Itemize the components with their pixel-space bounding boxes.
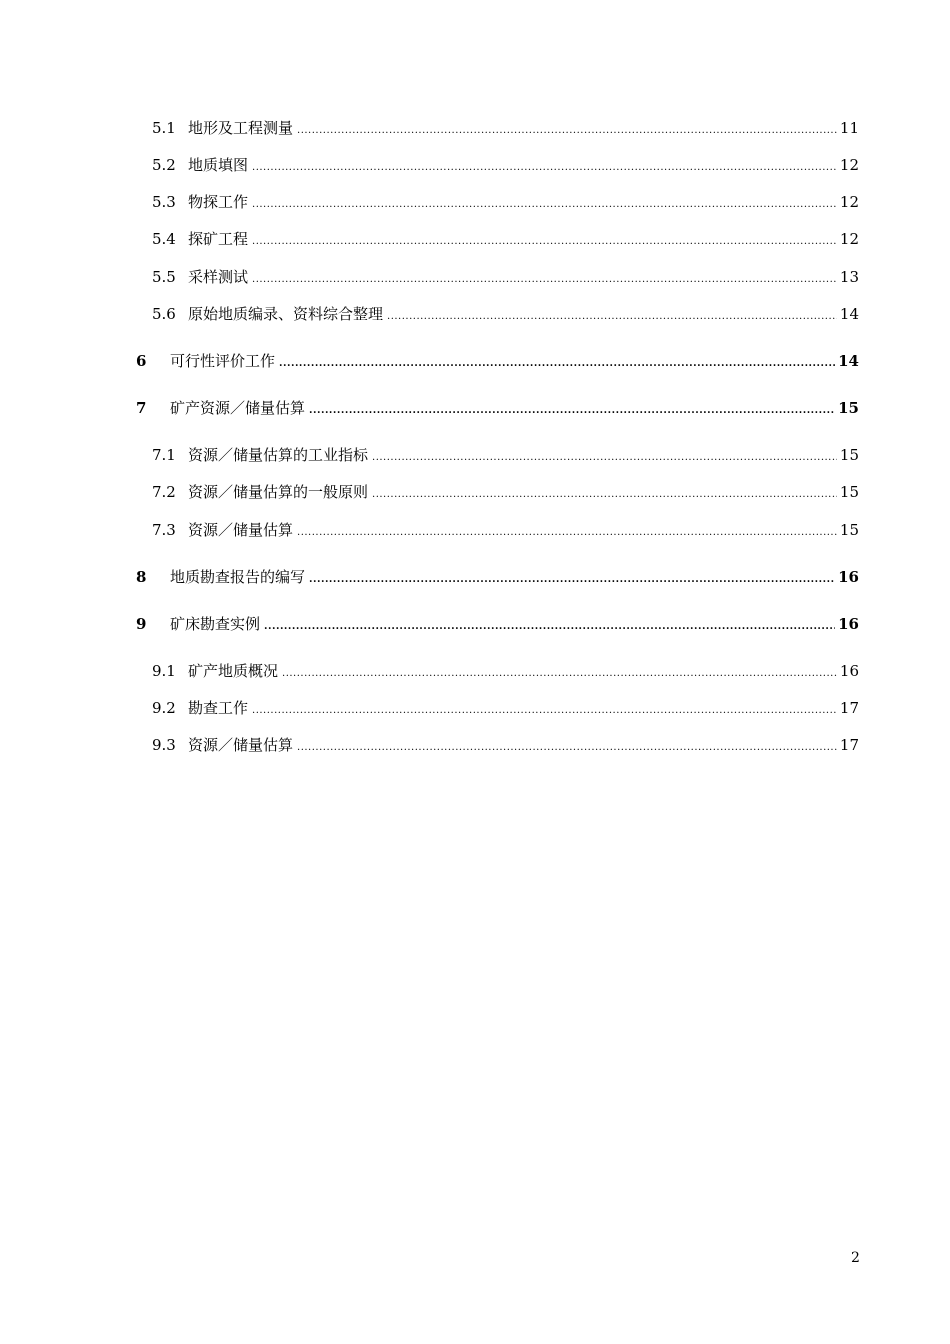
toc-dot-leader [372, 485, 837, 505]
toc-entry-page: 12 [839, 156, 859, 174]
toc-entry-page: 14 [839, 305, 859, 323]
toc-entry-number: 5.3 [152, 193, 176, 211]
toc-entry-9-2[interactable] [152, 698, 859, 721]
toc-entry-number: 7.2 [152, 483, 176, 501]
toc-entry-title: 资源／储量估算 [188, 521, 294, 539]
toc-dot-leader [372, 448, 837, 468]
toc-entry-page: 12 [839, 230, 859, 248]
toc-entry-7-3[interactable] [152, 520, 859, 543]
toc-entry-page: 16 [839, 662, 859, 680]
toc-dot-leader [309, 570, 835, 590]
toc-entry-number: 5.6 [152, 305, 176, 323]
toc-entry-number: 9.2 [152, 699, 176, 717]
toc-entry-number: 9 [136, 615, 147, 633]
toc-entry-page: 15 [839, 521, 859, 539]
toc-entry-title: 矿床勘查实例 [170, 615, 261, 633]
toc-entry-number: 6 [136, 352, 147, 370]
toc-entry-9[interactable] [136, 614, 859, 637]
toc-dot-leader [279, 354, 835, 374]
toc-entry-title: 矿产资源／储量估算 [170, 399, 306, 417]
toc-dot-leader [252, 270, 837, 290]
toc-entry-6[interactable] [136, 351, 859, 374]
toc-entry-7-1[interactable] [152, 445, 859, 468]
toc-entry-page: 11 [839, 119, 859, 137]
toc-entry-page: 17 [839, 699, 859, 717]
toc-entry-page: 15 [838, 399, 859, 417]
toc-entry-title: 地质勘查报告的编写 [170, 568, 306, 586]
toc-entry-number: 7.1 [152, 446, 176, 464]
toc-entry-5-1[interactable] [152, 118, 859, 141]
toc-dot-leader [297, 738, 837, 758]
toc-dot-leader [282, 664, 837, 684]
toc-dot-leader [297, 121, 837, 141]
toc-dot-leader [252, 232, 837, 252]
toc-dot-leader [264, 617, 835, 637]
toc-entry-title: 可行性评价工作 [170, 352, 276, 370]
toc-entry-page: 12 [839, 193, 859, 211]
toc-entry-title: 矿产地质概况 [188, 662, 279, 680]
toc-entry-7-2[interactable] [152, 482, 859, 505]
toc-entry-number: 8 [136, 568, 147, 586]
toc-entry-number: 7.3 [152, 521, 176, 539]
toc-entry-title: 勘查工作 [188, 699, 249, 717]
toc-entry-number: 9.1 [152, 662, 176, 680]
toc-entry-title: 地形及工程测量 [188, 119, 294, 137]
toc-entry-5-5[interactable] [152, 267, 859, 290]
toc-entry-7[interactable] [136, 398, 859, 421]
toc-entry-page: 13 [839, 268, 859, 286]
toc-entry-title: 资源／储量估算的工业指标 [188, 446, 369, 464]
toc-entry-number: 5.5 [152, 268, 176, 286]
toc-entry-page: 15 [839, 446, 859, 464]
toc-entry-page: 14 [838, 352, 859, 370]
toc-entry-9-3[interactable] [152, 735, 859, 758]
toc-entry-5-2[interactable] [152, 155, 859, 178]
toc-dot-leader [297, 523, 837, 543]
toc-entry-9-1[interactable] [152, 661, 859, 684]
toc-entry-page: 17 [839, 736, 859, 754]
page-number: 2 [851, 1250, 860, 1266]
toc-entry-title: 采样测试 [188, 268, 249, 286]
toc-dot-leader [252, 195, 837, 215]
toc-dot-leader [252, 701, 837, 721]
toc-entry-8[interactable] [136, 567, 859, 590]
toc-entry-title: 探矿工程 [188, 230, 249, 248]
toc-entry-title: 资源／储量估算 [188, 736, 294, 754]
toc-entry-number: 5.1 [152, 119, 176, 137]
toc-dot-leader [387, 307, 837, 327]
toc-dot-leader [309, 401, 835, 421]
toc-entry-number: 5.2 [152, 156, 176, 174]
toc-entry-page: 16 [838, 568, 859, 586]
toc-entry-title: 地质填图 [188, 156, 249, 174]
toc-entry-page: 16 [838, 615, 859, 633]
toc-dot-leader [252, 158, 837, 178]
toc-entry-number: 9.3 [152, 736, 176, 754]
toc-entry-number: 5.4 [152, 230, 176, 248]
toc-entry-5-3[interactable] [152, 192, 859, 215]
toc-entry-page: 15 [839, 483, 859, 501]
toc-entry-title: 资源／储量估算的一般原则 [188, 483, 369, 501]
toc-entry-5-4[interactable] [152, 229, 859, 252]
toc-entry-number: 7 [136, 399, 147, 417]
toc-entry-title: 物探工作 [188, 193, 249, 211]
toc-entry-title: 原始地质编录、资料综合整理 [188, 305, 384, 323]
toc-entry-5-6[interactable] [152, 304, 859, 327]
